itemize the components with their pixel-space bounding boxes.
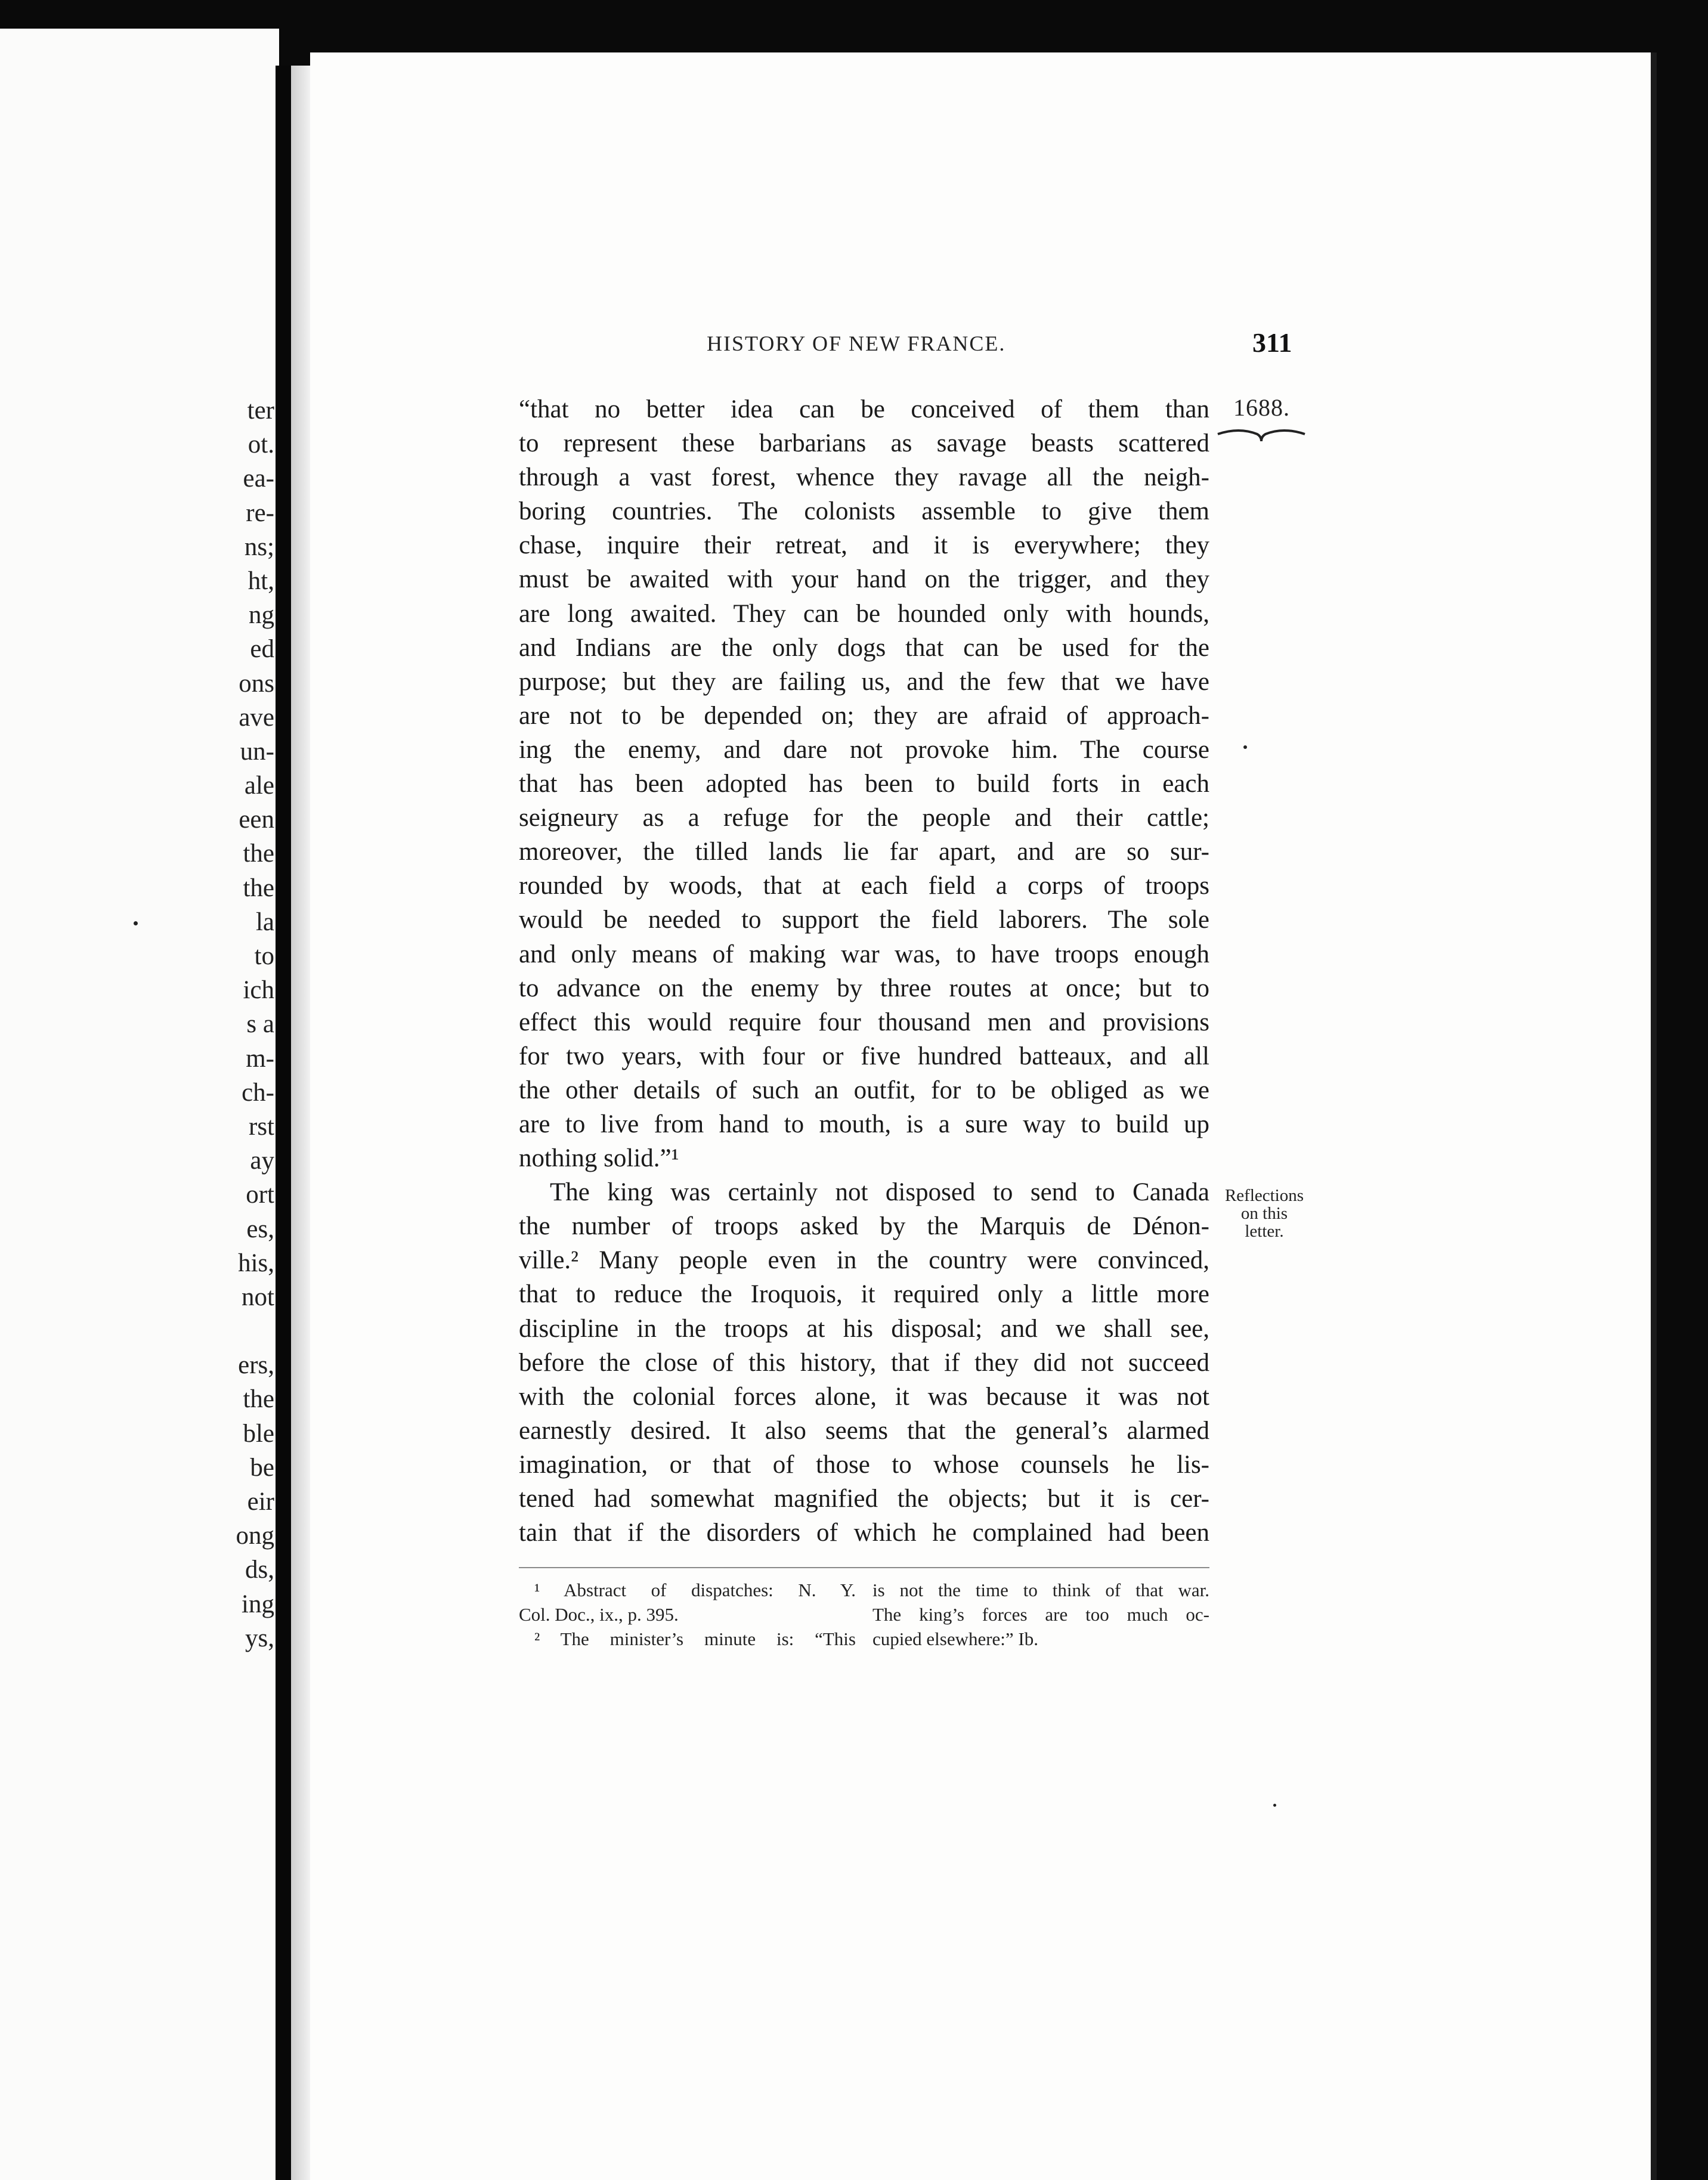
- page-edge-shadow: [1651, 52, 1657, 2180]
- left-page-fragment: the: [243, 874, 274, 902]
- text-line: that has been adopted has been to build forts in each: [519, 770, 1209, 798]
- footnotes-left-column: [519, 1578, 856, 1651]
- text-line: nothing solid.”¹: [519, 1144, 679, 1173]
- ink-speck: [1273, 1804, 1276, 1807]
- text-line: moreover, the tilled lands lie far apart, and are so sur-: [519, 838, 1209, 866]
- left-page-fragment: ons: [239, 669, 274, 698]
- side-note-line: on this: [1240, 1204, 1288, 1223]
- text-line: are not to be depended on; they are afraid of approach-: [519, 701, 1209, 730]
- left-page-fragment: ble: [243, 1419, 274, 1448]
- footnotes-right-column: [872, 1578, 1209, 1651]
- left-page-fragment: [0, 1314, 274, 1348]
- text-line: are long awaited. They can be hounded only with hounds,: [519, 599, 1209, 628]
- running-header: HISTORY OF NEW FRANCE.: [707, 332, 1006, 355]
- left-page-edge: [0, 29, 279, 2180]
- text-line: the number of troops asked by the Marquis de Dénon-: [519, 1212, 1209, 1241]
- left-page-fragment: re-: [246, 498, 274, 527]
- left-page-fragment: ich: [243, 976, 274, 1005]
- left-page-fragment: his,: [238, 1249, 274, 1277]
- text-line: for two years, with four or five hundred batteaux, and all: [519, 1042, 1209, 1070]
- left-page-fragment: eir: [247, 1488, 274, 1516]
- left-page-fragment: ay: [250, 1147, 274, 1175]
- left-page-fragment: ng: [249, 601, 274, 630]
- text-line: effect this would require four thousand men and provisions: [519, 1008, 1209, 1036]
- left-page-fragment: ing: [242, 1590, 274, 1618]
- footnotes: [519, 1578, 1209, 1651]
- text-line: with the colonial forces alone, it was because it was not: [519, 1382, 1209, 1411]
- left-page-fragment: ch-: [242, 1078, 274, 1107]
- left-page-fragment: the: [243, 1385, 274, 1414]
- left-page-fragment: ot.: [247, 431, 274, 459]
- text-line: and only means of making war was, to have troops enough: [519, 940, 1209, 968]
- left-page-fragment: un-: [240, 737, 274, 766]
- text-line: tain that if the disorders of which he complained had been: [519, 1519, 1209, 1547]
- text-line: before the close of this history, that if they did not succeed: [519, 1348, 1209, 1377]
- footnote-line: cupied elsewhere:” Ib.: [872, 1628, 1039, 1649]
- left-page-fragment: s a: [246, 1010, 274, 1039]
- left-page-fragment: be: [250, 1453, 274, 1482]
- left-page-fragment: ort: [246, 1181, 274, 1209]
- left-page-fragment: es,: [246, 1215, 274, 1243]
- text-line: are to live from hand to mouth, is a sure way to build up: [519, 1110, 1209, 1138]
- side-note-line: Reflections: [1224, 1186, 1304, 1205]
- text-line: the other details of such an outfit, for to be obliged as we: [519, 1076, 1209, 1104]
- footnote-line: Col. Doc., ix., p. 395.: [519, 1604, 679, 1625]
- text-line: ing the enemy, and dare not provoke him. The course: [519, 735, 1209, 764]
- text-line: boring countries. The colonists assemble to give them: [519, 497, 1209, 526]
- left-page-fragment: ns;: [244, 532, 274, 561]
- left-page-fragment: rst: [249, 1112, 274, 1141]
- left-page-text-fragments: [0, 394, 274, 1655]
- page-number: 311: [1252, 327, 1292, 358]
- left-page-fragment: ea-: [243, 465, 274, 493]
- ink-speck: [1243, 745, 1247, 749]
- margin-brace: [1217, 422, 1306, 446]
- gutter-shadow: [291, 66, 312, 2180]
- footnote-line: The king’s forces are too much oc-: [872, 1604, 1209, 1625]
- left-page-fragment: ed: [250, 635, 274, 664]
- text-line: and Indians are the only dogs that can be used for the: [519, 633, 1209, 662]
- text-line: seigneury as a refuge for the people and their cattle;: [519, 804, 1209, 832]
- left-page-fragment: ht,: [247, 566, 274, 595]
- left-page-fragment: ter: [247, 397, 274, 425]
- text-line: that to reduce the Iroquois, it required only a little more: [519, 1280, 1209, 1309]
- margin-year: 1688.: [1233, 394, 1290, 421]
- text-line: imagination, or that of those to whose counsels he lis-: [519, 1450, 1209, 1479]
- footnote-rule: [519, 1567, 1209, 1568]
- text-line: tened had somewhat magnified the objects; but it is cer-: [519, 1485, 1209, 1513]
- text-line: earnestly desired. It also seems that the general’s alarmed: [519, 1416, 1209, 1445]
- footnote-line: ² The minister’s minute is: “This: [534, 1628, 856, 1649]
- text-line: discipline in the troops at his disposal; and we shall see,: [519, 1314, 1209, 1343]
- text-line: purpose; but they are failing us, and the few that we have: [519, 667, 1209, 696]
- footnote-line: ¹ Abstract of dispatches: N. Y.: [534, 1580, 856, 1600]
- left-page-fragment: to: [254, 942, 274, 970]
- book-gutter: [276, 66, 291, 2180]
- text-line: to advance on the enemy by three routes at once; but to: [519, 974, 1209, 1002]
- text-line: “that no better idea can be conceived of them than: [519, 395, 1209, 423]
- left-page-fragment: ds,: [245, 1556, 274, 1584]
- left-page-fragment: ers,: [238, 1351, 274, 1380]
- left-page-fragment: een: [239, 806, 274, 834]
- footnote-line: is not the time to think of that war.: [872, 1580, 1209, 1600]
- left-page-fragment: la: [255, 908, 274, 936]
- text-line: would be needed to support the field laborers. The sole: [519, 906, 1209, 934]
- text-line: The king was certainly not disposed to send to Canada: [550, 1178, 1209, 1207]
- text-line: chase, inquire their retreat, and it is everywhere; they: [519, 531, 1209, 560]
- text-line: through a vast forest, whence they ravage all the neigh-: [519, 463, 1209, 492]
- body-text: [519, 392, 1209, 1550]
- left-page-fragment: m-: [246, 1044, 274, 1073]
- text-line: must be awaited with your hand on the trigger, and they: [519, 565, 1209, 594]
- side-note-line: letter.: [1245, 1222, 1284, 1241]
- text-line: ville.² Many people even in the country were convinced,: [519, 1246, 1209, 1275]
- left-page-fragment: ave: [239, 703, 274, 732]
- left-page-fragment: ys,: [245, 1624, 274, 1652]
- left-page-fragment: ong: [236, 1522, 274, 1550]
- left-page-fragment: the: [243, 840, 274, 868]
- left-page-fragment: not: [242, 1283, 274, 1311]
- margin-side-note: [1214, 1187, 1315, 1240]
- text-line: to represent these barbarians as savage beasts scattered: [519, 429, 1209, 458]
- ink-speck: [134, 921, 138, 925]
- text-line: rounded by woods, that at each field a corps of troops: [519, 872, 1209, 900]
- left-page-fragment: ale: [244, 772, 274, 800]
